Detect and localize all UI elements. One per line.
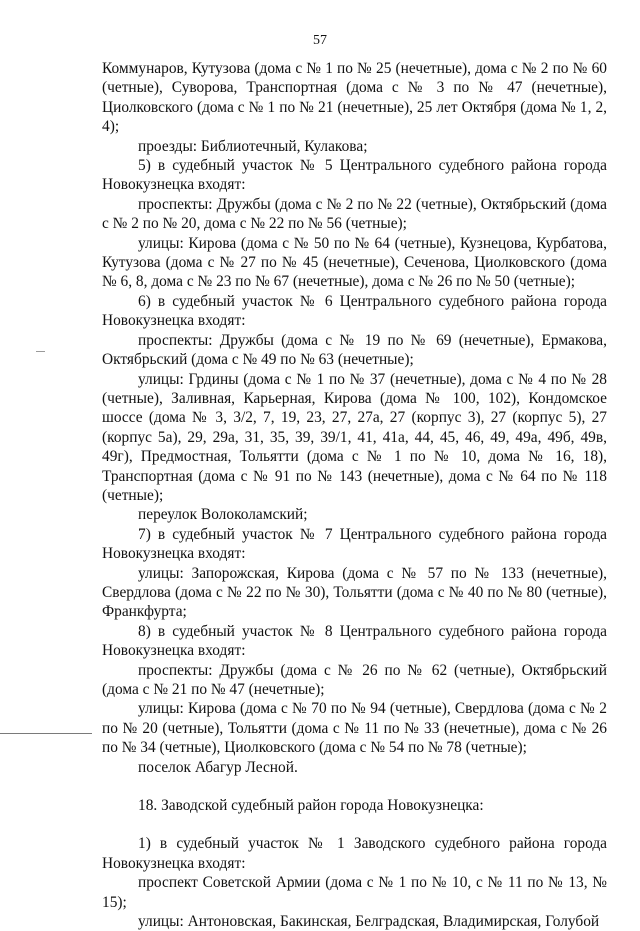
paragraph: 7) в судебный участок № 7 Центрального судебного района города Новокузнецка входят: <box>102 525 607 563</box>
paragraph: проспекты: Дружбы (дома с № 26 по № 62 (четные), Октябрьский (дома с № 21 по № 47 (нечетные); <box>102 661 607 698</box>
margin-mark <box>36 351 45 352</box>
page-number: 57 <box>313 33 327 48</box>
document-body <box>102 59 607 931</box>
paragraph: проезды: Библиотечный, Кулакова; <box>138 137 368 155</box>
margin-rule <box>0 733 92 734</box>
paragraph: улицы: Грдины (дома с № 1 по № 37 (нечетные), дома с № 4 по № 28 (четные), Заливная, Карьерная, Кирова (дома № 100, 102), Кондомское шоссе (дома № 3, 3/2, 7, 19, 23, 27, 27а, 27 (корпус 3), 27 (корпус 5), 27 (корпус 5а), 29, 29а, 31, 35, 39, 39/1, 41, 41а, 44, 45, 46, 49, 49а, 49б, 49в, 49г), Предмостная, Тольятти (дома с № 1 по № 10, дома № 16, 18), Транспортная (дома с № 91 по № 143 (нечетные), дома с № 64 по № 118 (четные); <box>102 370 607 504</box>
paragraph: проспекты: Дружбы (дома с № 2 по № 22 (четные), Октябрьский (дома с № 2 по № 20, дома с № 22 по № 56 (четные); <box>102 195 607 233</box>
paragraph: 6) в судебный участок № 6 Центрального судебного района города Новокузнецка входят: <box>102 292 607 330</box>
paragraph-gap <box>102 815 607 834</box>
paragraph: 8) в судебный участок № 8 Центрального судебного района города Новокузнецка входят: <box>102 622 607 660</box>
paragraph: улицы: Кирова (дома с № 50 по № 64 (четные), Кузнецова, Курбатова, Кутузова (дома с № 27 по № 45 (нечетные), Сеченова, Циолковского (дома № 6, 8, дома с № 23 по № 67 (нечетные), дома с № 26 по № 50 (четные); <box>102 234 607 291</box>
paragraph: переулок Волоколамский; <box>138 506 308 524</box>
paragraph: 1) в судебный участок № 1 Заводского судебного района города Новокузнецка входят: <box>102 835 607 872</box>
paragraph: улицы: Кирова (дома с № 70 по № 94 (четные), Свердлова (дома с № 2 по № 20 (четные), Тольятти (дома с № 11 по № 33 (нечетные), дома с № 26 по № 34 (четные), Циолковского (дома с № 54 по № 78 (четные); <box>102 700 607 757</box>
paragraph: проспекты: Дружбы (дома с № 19 по № 69 (нечетные), Ермакова, Октябрьский (дома с № 49 по № 63 (нечетные); <box>102 331 607 369</box>
paragraph: Коммунаров, Кутузова (дома с № 1 по № 25 (нечетные), дома с № 2 по № 60 (четные), Суворова, Транспортная (дома с № 3 по № 47 (нечетные), Циолковского (дома с № 1 по № 21 (нечетные), 25 лет Октября (дома № 1, 2, 4); <box>102 60 607 136</box>
paragraph: улицы: Запорожская, Кирова (дома с № 57 по № 133 (нечетные), Свердлова (дома с № 22 по № 30), Тольятти (дома с № 40 по № 80 (четные), Франкфурта; <box>102 564 607 621</box>
paragraph: проспект Советской Армии (дома с № 1 по № 10, с № 11 по № 13, № 15); <box>102 874 607 911</box>
paragraph: поселок Абагур Лесной. <box>138 758 298 776</box>
section-heading: 18. Заводской судебный район города Новокузнецка: <box>138 797 484 815</box>
paragraph-gap <box>102 777 607 796</box>
paragraph: улицы: Антоновская, Бакинская, Белградская, Владимирская, Голубой <box>138 913 600 931</box>
paragraph: 5) в судебный участок № 5 Центрального судебного района города Новокузнецка входят: <box>102 157 607 194</box>
